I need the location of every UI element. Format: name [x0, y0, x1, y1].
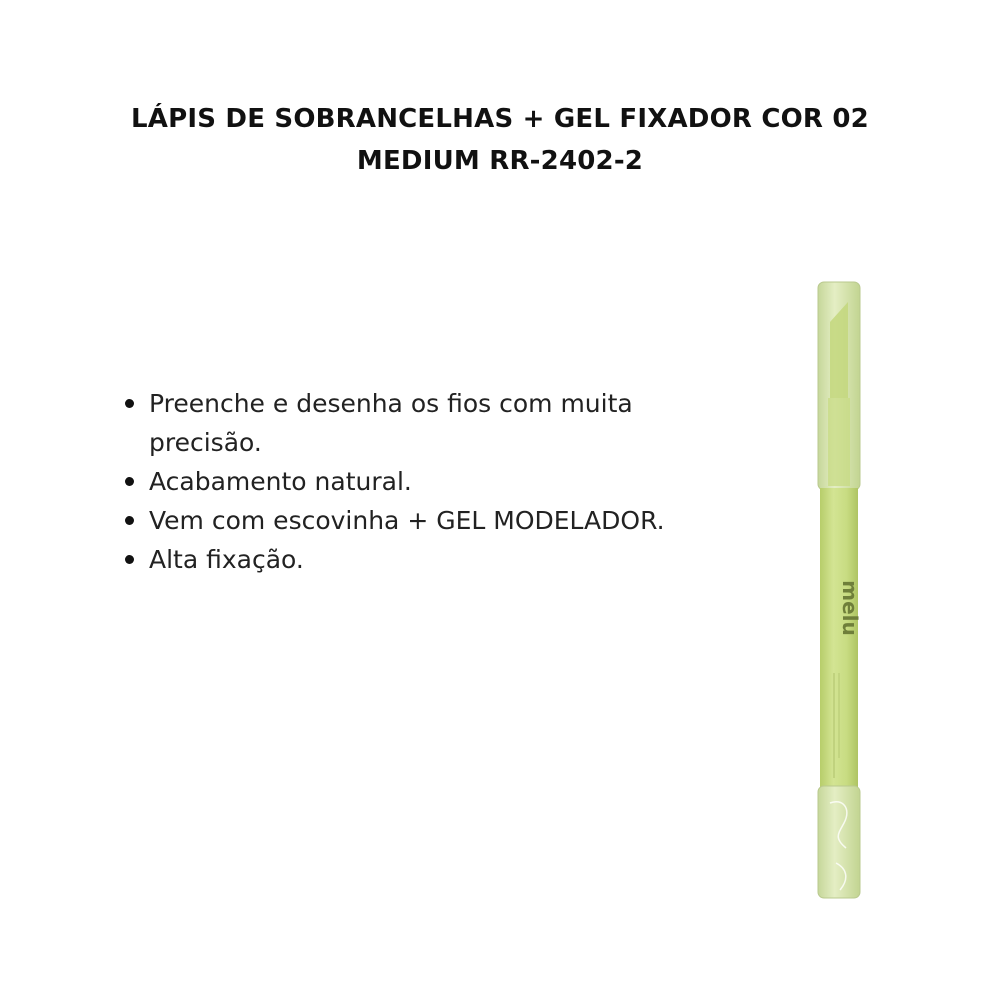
pencil-gel-section [818, 786, 860, 898]
product-title: LÁPIS DE SOBRANCELHAS + GEL FIXADOR COR 02 MEDIUM RR-2402-2 [131, 104, 869, 176]
feature-list [122, 384, 712, 579]
eyebrow-pencil-image [806, 278, 872, 902]
feature-item: Preenche e desenha os fios com muita precisão. [122, 384, 712, 462]
feature-item: Vem com escovinha + GEL MODELADOR. [122, 501, 712, 540]
feature-item: Acabamento natural. [122, 462, 712, 501]
feature-item: Alta fixação. [122, 540, 712, 579]
pencil-brand-text: melu [838, 580, 862, 636]
